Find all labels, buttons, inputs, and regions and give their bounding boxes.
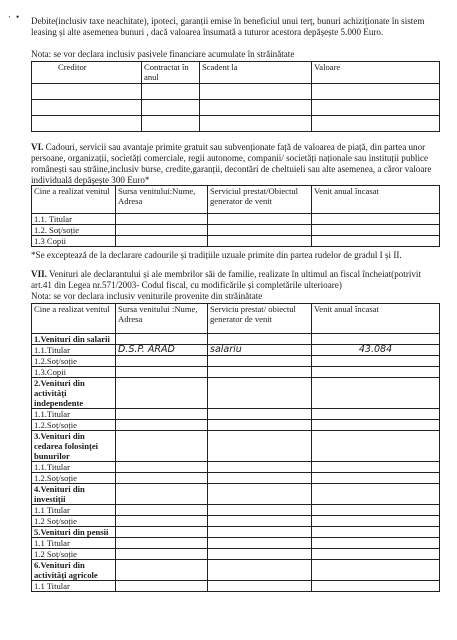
category-row	[32, 560, 440, 581]
category-row	[32, 527, 440, 538]
source-cell	[116, 462, 208, 473]
service-cell	[208, 527, 312, 538]
income-cell	[312, 236, 440, 247]
source-cell	[116, 214, 208, 225]
source-cell	[116, 560, 208, 581]
header-who: Cine a realizat venitul	[32, 304, 116, 334]
header-service: Serviciu prestat/ obiectul generator de venit	[208, 304, 312, 334]
section-vi-body: Cadouri, servicii sau avantaje primite gratuit sau subvenționate față de valoarea de piață, din partea unor persoane, organizații, societăți comerciale, regii autonome, companii/ societăți naționale sau instituții publice românești sau străine,inclusiv burse, credite,garanții, decontări de cheltuieli sau alte asemenea, a căror valoare individuală depășește 300 Euro*	[31, 142, 432, 185]
header-service: Serviciul prestat/Obiectul generator de venit	[208, 186, 312, 214]
category-row	[32, 484, 440, 505]
header-source: Sursa venitului :Nume, Adresa	[116, 304, 208, 334]
creditor-cell	[32, 84, 142, 100]
source-cell	[116, 225, 208, 236]
section-vii-title: VII.	[31, 269, 47, 279]
income-cell	[312, 409, 440, 420]
who-cell: 1.2.Soț/soție	[32, 420, 116, 431]
section-vii-body: Venituri ale declarantului și ale membrilor săi de familie, realizate în ultimul an fiscal încheiat(potrivit art.41 din Legea nr.571/2003- Codul fiscal, cu modificările și completările ulterioare)	[31, 269, 421, 290]
header-who: Cine a realizat venitul	[32, 186, 116, 214]
service-cell	[208, 473, 312, 484]
who-cell: 1.1. Titular	[32, 214, 116, 225]
who-cell: 6.Venituri din activități agricole	[32, 560, 116, 581]
who-cell: 1.2 Soț/soție	[32, 516, 116, 527]
header-income: Venit anual încasat	[312, 186, 440, 214]
gifts-footnote: *Se exceptează de la declarare cadourile și tradițiile uzuale primite din partea rudelor de gradul I și II.	[31, 250, 402, 260]
header-source: Sursa venitului:Nume, Adresa	[116, 186, 208, 214]
category-row	[32, 431, 440, 462]
income-cell	[312, 581, 440, 592]
value-cell	[312, 116, 440, 132]
who-cell: 2.Venituri din activități independente	[32, 378, 116, 409]
service-cell	[208, 225, 312, 236]
service-cell	[208, 420, 312, 431]
category-row	[32, 378, 440, 409]
source-cell	[116, 484, 208, 505]
income-cell	[312, 378, 440, 409]
source-cell	[116, 236, 208, 247]
who-cell: 1.2 Soț/soție	[32, 549, 116, 560]
due-cell	[200, 84, 312, 100]
table-header-row	[32, 304, 440, 334]
income-cell	[312, 484, 440, 505]
income-cell	[312, 516, 440, 527]
source-cell	[116, 409, 208, 420]
source-cell	[116, 367, 208, 378]
source-cell	[116, 473, 208, 484]
income-cell	[312, 420, 440, 431]
income-cell	[312, 505, 440, 516]
section-vii-text	[31, 269, 439, 291]
table-row	[32, 549, 440, 560]
scan-mark: •	[16, 12, 20, 22]
source-cell	[116, 581, 208, 592]
table-row	[32, 214, 440, 225]
service-cell	[208, 549, 312, 560]
source-cell	[116, 516, 208, 527]
who-cell: 4.Venituri din investiții	[32, 484, 116, 505]
header-creditor: Creditor	[32, 62, 142, 84]
who-cell: 1.1 Titular	[32, 505, 116, 516]
source-cell	[116, 378, 208, 409]
service-cell	[208, 334, 312, 345]
header-value: Valoare	[312, 62, 440, 84]
income-cell	[312, 431, 440, 462]
debts-table	[31, 61, 440, 132]
who-cell: 1.1.Titular	[32, 345, 116, 356]
service-cell	[208, 581, 312, 592]
table-row	[32, 345, 440, 356]
service-cell	[208, 378, 312, 409]
who-cell: 5.Venituri din pensii	[32, 527, 116, 538]
debts-paragraph: Debite(inclusiv taxe neachitate), ipoteci, garanții emise în beneficiul unui terț, bunuri achiziționate în sistem leasing și alte asemenea bunuri , dacă valoarea însumată a tuturor acestora depășește 5.000 Euro.	[31, 16, 425, 37]
table-header-row	[32, 186, 440, 214]
table-row	[32, 356, 440, 367]
table-row	[32, 516, 440, 527]
section-vi-text	[31, 142, 439, 186]
section-vi-title: VI.	[31, 142, 44, 152]
table-row	[32, 367, 440, 378]
table-row	[32, 409, 440, 420]
table-row	[32, 420, 440, 431]
gifts-table	[31, 185, 440, 247]
table-row	[32, 84, 440, 100]
service-cell	[208, 484, 312, 505]
source-cell	[116, 334, 208, 345]
income-cell	[312, 367, 440, 378]
income-cell	[312, 560, 440, 581]
table-row	[32, 581, 440, 592]
income-cell	[312, 473, 440, 484]
service-cell	[208, 560, 312, 581]
source-cell	[116, 420, 208, 431]
table-row	[32, 225, 440, 236]
service-cell	[208, 505, 312, 516]
year-cell	[142, 116, 200, 132]
service-cell	[208, 367, 312, 378]
due-cell	[200, 100, 312, 116]
income-cell	[312, 527, 440, 538]
service-cell	[208, 538, 312, 549]
who-cell: 1.3.Copii	[32, 367, 116, 378]
service-cell: salariu	[208, 345, 312, 356]
table-row	[32, 236, 440, 247]
source-cell	[116, 527, 208, 538]
service-cell	[208, 431, 312, 462]
table-row	[32, 116, 440, 132]
year-cell	[142, 100, 200, 116]
who-cell: 1.1.Titular	[32, 462, 116, 473]
service-cell	[208, 236, 312, 247]
income-cell	[312, 334, 440, 345]
who-cell: 1.2. Soț/soție	[32, 225, 116, 236]
service-cell	[208, 214, 312, 225]
who-cell: 1.2.Soț/soție	[32, 356, 116, 367]
income-cell	[312, 538, 440, 549]
debts-note: Nota: se vor declara inclusiv pasivele financiare acumulate în străinătate	[31, 49, 295, 59]
who-cell: 1.1 Titular	[32, 538, 116, 549]
creditor-cell	[32, 116, 142, 132]
table-row	[32, 462, 440, 473]
service-cell	[208, 462, 312, 473]
source-cell	[116, 356, 208, 367]
income-note: Nota: se vor declara inclusiv veniturile provenite din străinătate	[31, 291, 263, 301]
income-cell	[312, 462, 440, 473]
table-header-row	[32, 62, 440, 84]
table-row	[32, 473, 440, 484]
value-cell	[312, 84, 440, 100]
source-cell	[116, 431, 208, 462]
income-cell: 43.084	[312, 345, 440, 356]
year-cell	[142, 84, 200, 100]
table-row	[32, 505, 440, 516]
service-cell	[208, 516, 312, 527]
value-cell	[312, 100, 440, 116]
who-cell: 1.2.Soț/soție	[32, 473, 116, 484]
income-cell	[312, 225, 440, 236]
who-cell: 1.Venituri din salarii	[32, 334, 116, 345]
table-row	[32, 538, 440, 549]
service-cell	[208, 409, 312, 420]
source-cell	[116, 505, 208, 516]
who-cell: 3.Venituri din cedarea folosinței bunurilor	[32, 431, 116, 462]
creditor-cell	[32, 100, 142, 116]
header-due-date: Scadent la	[200, 62, 312, 84]
who-cell: 1.1 Titular	[32, 581, 116, 592]
source-cell	[116, 549, 208, 560]
scan-mark: ‧	[8, 12, 11, 22]
income-cell	[312, 549, 440, 560]
due-cell	[200, 116, 312, 132]
category-row	[32, 334, 440, 345]
header-contracted-year: Contractat în anul	[142, 62, 200, 84]
who-cell: 1.3 Copii	[32, 236, 116, 247]
income-cell	[312, 356, 440, 367]
source-cell	[116, 538, 208, 549]
header-income: Venit anual încasat	[312, 304, 440, 334]
source-cell: D.S.P. ARAD	[116, 345, 208, 356]
income-cell	[312, 214, 440, 225]
who-cell: 1.1.Titular	[32, 409, 116, 420]
service-cell	[208, 356, 312, 367]
income-table	[31, 303, 440, 592]
table-row	[32, 100, 440, 116]
